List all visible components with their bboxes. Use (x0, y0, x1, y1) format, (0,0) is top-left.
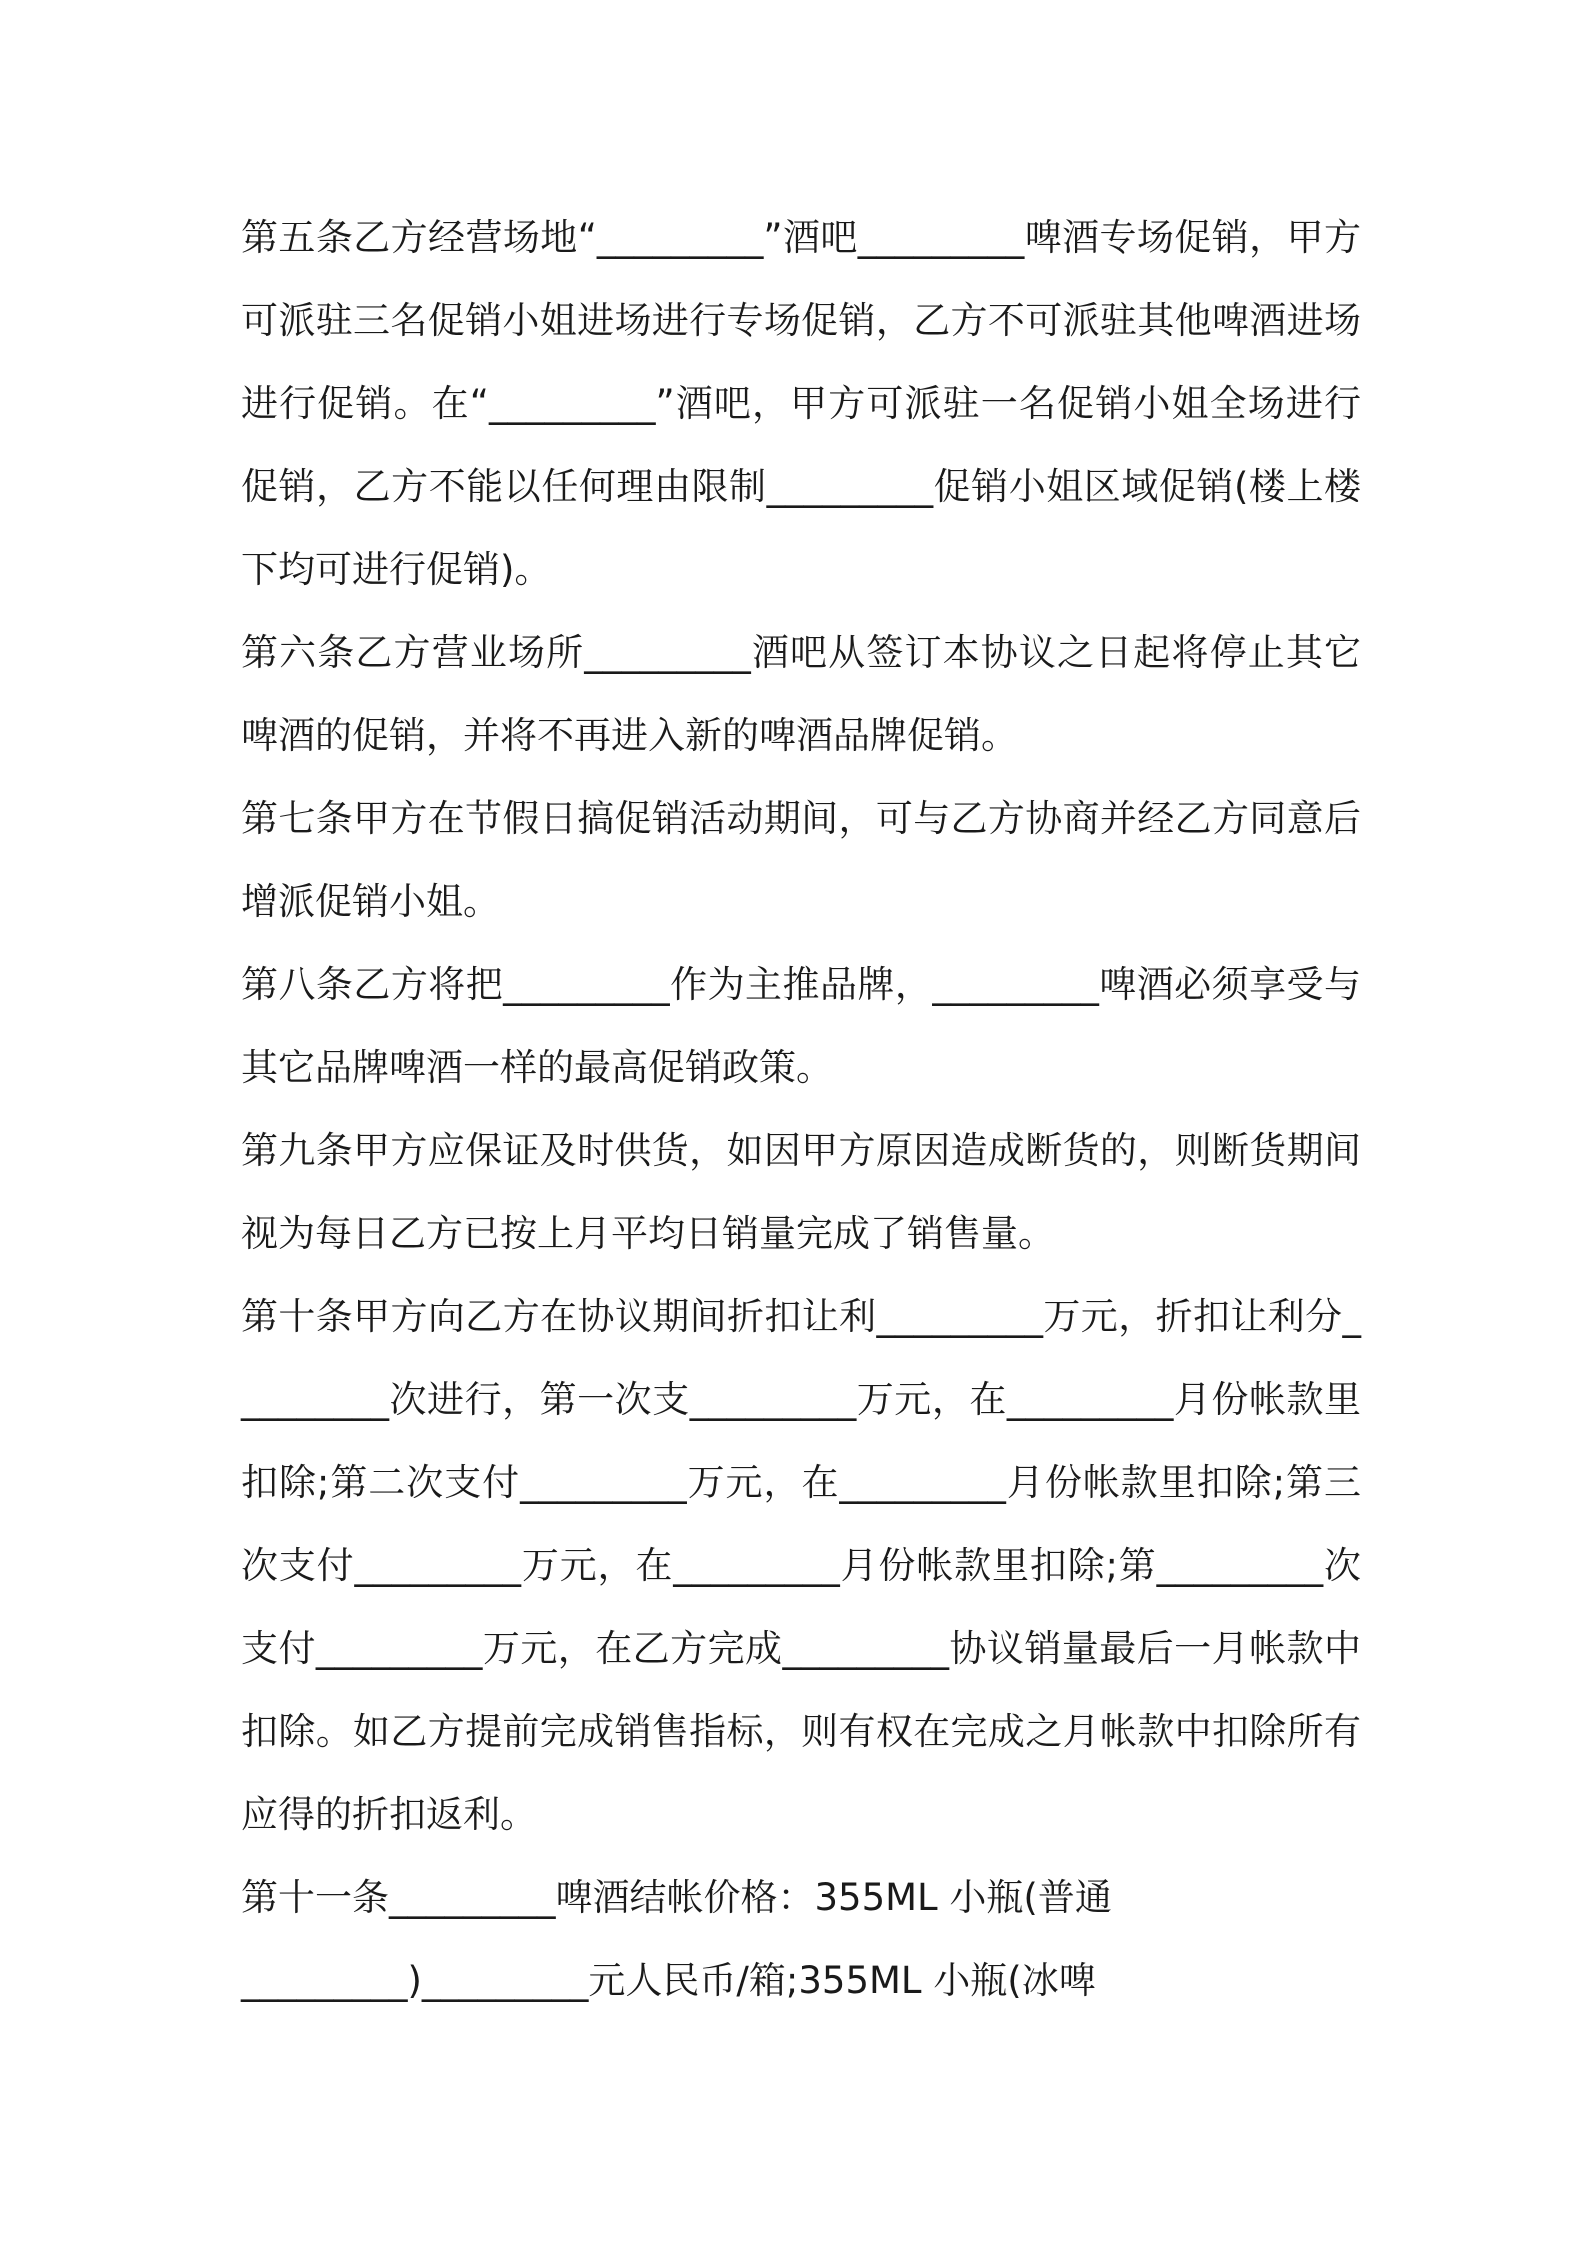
article-8-paragraph: 第八条乙方将把_________作为主推品牌，_________啤酒必须享受与其它品牌啤酒一样的最高促销政策。 (241, 963, 1361, 1089)
article-6-paragraph: 第六条乙方营业场所_________酒吧从签订本协议之日起将停止其它啤酒的促销，并将不再进入新的啤酒品牌促销。 (241, 631, 1361, 757)
contract-body (241, 196, 1361, 2022)
article-11-line-2: _________)_________元人民币/箱;355ML 小瓶(冰啤 (241, 1959, 1096, 2002)
article-7-paragraph: 第七条甲方在节假日搞促销活动期间，可与乙方协商并经乙方同意后增派促销小姐。 (241, 797, 1361, 923)
article-11-line-1: 第十一条_________啤酒结帐价格：355ML 小瓶(普通 (241, 1876, 1112, 1919)
article-5-paragraph: 第五条乙方经营场地“_________”酒吧_________啤酒专场促销，甲方可派驻三名促销小姐进场进行专场促销，乙方不可派驻其他啤酒进场进行促销。在“_________”酒吧，甲方可派驻一名促销小姐全场进行促销，乙方不能以任何理由限制_________促销小姐区域促销(楼上楼下均可进行促销)。 (241, 216, 1361, 591)
article-10-paragraph: 第十条甲方向乙方在协议期间折扣让利_________万元，折扣让利分_________次进行，第一次支_________万元，在_________月份帐款里扣除;第二次支付_________万元，在_________月份帐款里扣除;第三次支付_________万元，在_________月份帐款里扣除;第_________次支付_________万元，在乙方完成_________协议销量最后一月帐款中扣除。如乙方提前完成销售指标，则有权在完成之月帐款中扣除所有应得的折扣返利。 (241, 1295, 1361, 1836)
article-9-paragraph: 第九条甲方应保证及时供货，如因甲方原因造成断货的，则断货期间视为每日乙方已按上月平均日销量完成了销售量。 (241, 1129, 1361, 1255)
